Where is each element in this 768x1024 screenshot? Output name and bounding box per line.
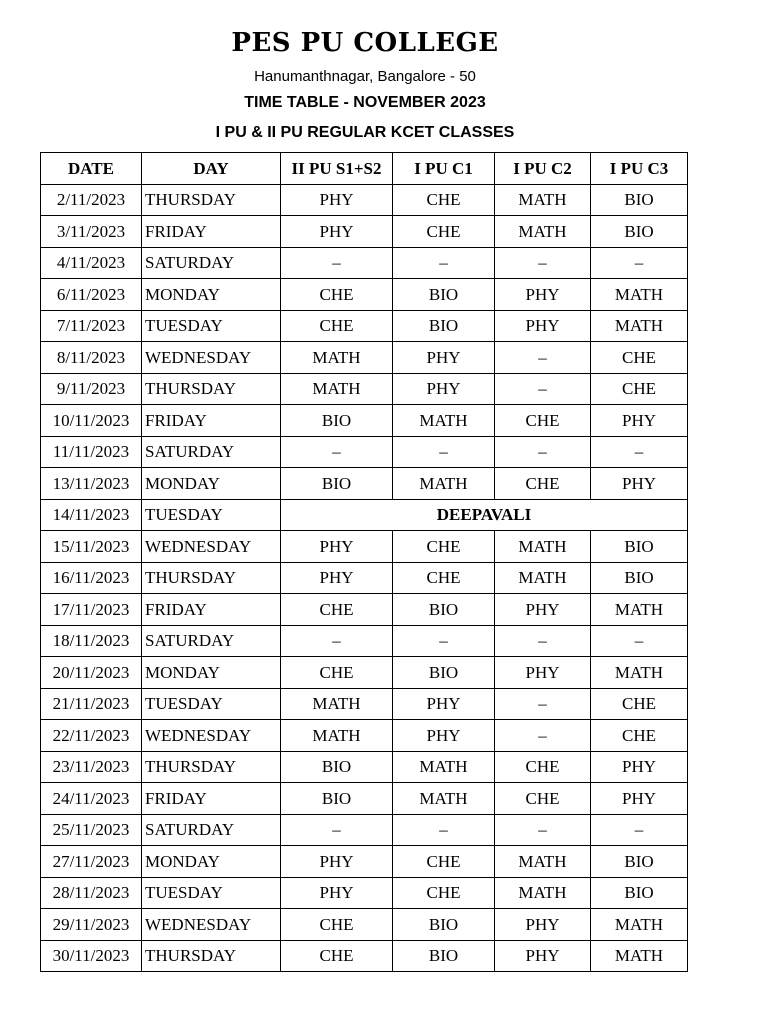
cell-i-pu-c3: BIO (591, 562, 688, 594)
table-row (41, 562, 688, 594)
timetable (40, 152, 688, 972)
cell-i-pu-c3: MATH (591, 279, 688, 311)
cell-day: THURSDAY (142, 562, 281, 594)
table-row (41, 405, 688, 437)
cell-i-pu-c1: BIO (393, 940, 495, 972)
table-row (41, 657, 688, 689)
cell-date: 29/11/2023 (41, 909, 142, 941)
column-header-date: DATE (41, 153, 142, 185)
cell-ii-pu-s1-s2: BIO (281, 783, 393, 815)
cell-day: MONDAY (142, 657, 281, 689)
cell-day: SATURDAY (142, 247, 281, 279)
cell-i-pu-c1: – (393, 625, 495, 657)
cell-i-pu-c3: BIO (591, 216, 688, 248)
cell-i-pu-c3: BIO (591, 846, 688, 878)
college-name: PES PU COLLEGE (231, 28, 499, 58)
cell-i-pu-c3: – (591, 814, 688, 846)
cell-i-pu-c2: – (495, 625, 591, 657)
cell-i-pu-c1: CHE (393, 216, 495, 248)
cell-day: MONDAY (142, 279, 281, 311)
cell-i-pu-c3: CHE (591, 373, 688, 405)
cell-i-pu-c1: PHY (393, 688, 495, 720)
cell-ii-pu-s1-s2: – (281, 814, 393, 846)
cell-ii-pu-s1-s2: CHE (281, 940, 393, 972)
cell-date: 25/11/2023 (41, 814, 142, 846)
cell-ii-pu-s1-s2: MATH (281, 342, 393, 374)
table-row (41, 247, 688, 279)
cell-i-pu-c1: BIO (393, 310, 495, 342)
cell-ii-pu-s1-s2: MATH (281, 688, 393, 720)
cell-i-pu-c1: PHY (393, 720, 495, 752)
cell-date: 6/11/2023 (41, 279, 142, 311)
cell-i-pu-c1: MATH (393, 783, 495, 815)
cell-i-pu-c1: BIO (393, 909, 495, 941)
table-row (41, 877, 688, 909)
cell-ii-pu-s1-s2: MATH (281, 373, 393, 405)
cell-date: 13/11/2023 (41, 468, 142, 500)
cell-day: WEDNESDAY (142, 909, 281, 941)
cell-day: SATURDAY (142, 625, 281, 657)
cell-date: 30/11/2023 (41, 940, 142, 972)
cell-day: TUESDAY (142, 688, 281, 720)
table-row (41, 531, 688, 563)
cell-i-pu-c3: MATH (591, 310, 688, 342)
cell-ii-pu-s1-s2: CHE (281, 310, 393, 342)
cell-i-pu-c1: BIO (393, 657, 495, 689)
cell-ii-pu-s1-s2: – (281, 247, 393, 279)
cell-day: SATURDAY (142, 436, 281, 468)
cell-ii-pu-s1-s2: CHE (281, 594, 393, 626)
cell-i-pu-c3: CHE (591, 342, 688, 374)
cell-date: 11/11/2023 (41, 436, 142, 468)
cell-day: TUESDAY (142, 310, 281, 342)
table-row (41, 783, 688, 815)
cell-i-pu-c2: MATH (495, 184, 591, 216)
cell-ii-pu-s1-s2: BIO (281, 751, 393, 783)
cell-i-pu-c2: – (495, 373, 591, 405)
cell-i-pu-c2: – (495, 436, 591, 468)
cell-date: 18/11/2023 (41, 625, 142, 657)
cell-i-pu-c2: MATH (495, 877, 591, 909)
cell-day: FRIDAY (142, 216, 281, 248)
cell-date: 28/11/2023 (41, 877, 142, 909)
cell-date: 16/11/2023 (41, 562, 142, 594)
timetable-title: TIME TABLE - NOVEMBER 2023 (244, 94, 486, 111)
cell-i-pu-c2: MATH (495, 562, 591, 594)
cell-date: 22/11/2023 (41, 720, 142, 752)
cell-day: MONDAY (142, 468, 281, 500)
timetable-subtitle: I PU & II PU REGULAR KCET CLASSES (215, 124, 515, 141)
cell-i-pu-c3: PHY (591, 405, 688, 437)
cell-date: 4/11/2023 (41, 247, 142, 279)
table-row (41, 184, 688, 216)
column-header-ii-pu-s1-s2: II PU S1+S2 (281, 153, 393, 185)
table-row (41, 310, 688, 342)
column-header-day: DAY (142, 153, 281, 185)
cell-ii-pu-s1-s2: – (281, 625, 393, 657)
cell-ii-pu-s1-s2: PHY (281, 216, 393, 248)
cell-i-pu-c2: CHE (495, 751, 591, 783)
cell-i-pu-c1: – (393, 247, 495, 279)
cell-i-pu-c1: PHY (393, 342, 495, 374)
cell-i-pu-c2: PHY (495, 594, 591, 626)
cell-day: FRIDAY (142, 405, 281, 437)
table-row (41, 688, 688, 720)
cell-ii-pu-s1-s2: PHY (281, 846, 393, 878)
cell-day: THURSDAY (142, 184, 281, 216)
table-row (41, 814, 688, 846)
cell-date: 7/11/2023 (41, 310, 142, 342)
cell-i-pu-c3: MATH (591, 940, 688, 972)
cell-i-pu-c2: – (495, 814, 591, 846)
cell-day: SATURDAY (142, 814, 281, 846)
cell-i-pu-c2: CHE (495, 468, 591, 500)
table-row (41, 940, 688, 972)
cell-i-pu-c3: MATH (591, 657, 688, 689)
cell-i-pu-c2: PHY (495, 657, 591, 689)
cell-i-pu-c1: PHY (393, 373, 495, 405)
cell-i-pu-c2: MATH (495, 216, 591, 248)
cell-day: WEDNESDAY (142, 720, 281, 752)
table-row (41, 373, 688, 405)
cell-i-pu-c2: MATH (495, 846, 591, 878)
cell-date: 9/11/2023 (41, 373, 142, 405)
cell-date: 23/11/2023 (41, 751, 142, 783)
cell-date: 17/11/2023 (41, 594, 142, 626)
cell-date: 8/11/2023 (41, 342, 142, 374)
cell-i-pu-c2: – (495, 688, 591, 720)
cell-day: THURSDAY (142, 373, 281, 405)
cell-ii-pu-s1-s2: PHY (281, 531, 393, 563)
cell-i-pu-c3: PHY (591, 468, 688, 500)
cell-i-pu-c2: CHE (495, 405, 591, 437)
column-header-i-pu-c3: I PU C3 (591, 153, 688, 185)
cell-day: TUESDAY (142, 877, 281, 909)
table-row (41, 594, 688, 626)
cell-i-pu-c2: MATH (495, 531, 591, 563)
cell-i-pu-c1: MATH (393, 405, 495, 437)
column-header-i-pu-c2: I PU C2 (495, 153, 591, 185)
cell-i-pu-c3: MATH (591, 594, 688, 626)
cell-day: THURSDAY (142, 940, 281, 972)
cell-i-pu-c1: CHE (393, 531, 495, 563)
cell-i-pu-c2: – (495, 247, 591, 279)
table-row (41, 499, 688, 531)
cell-i-pu-c3: – (591, 436, 688, 468)
table-row (41, 846, 688, 878)
cell-ii-pu-s1-s2: PHY (281, 562, 393, 594)
table-row (41, 468, 688, 500)
cell-date: 24/11/2023 (41, 783, 142, 815)
cell-i-pu-c1: MATH (393, 751, 495, 783)
cell-i-pu-c1: BIO (393, 594, 495, 626)
cell-date: 21/11/2023 (41, 688, 142, 720)
table-row (41, 625, 688, 657)
cell-i-pu-c3: CHE (591, 720, 688, 752)
cell-i-pu-c2: CHE (495, 783, 591, 815)
cell-date: 2/11/2023 (41, 184, 142, 216)
cell-date: 15/11/2023 (41, 531, 142, 563)
cell-i-pu-c3: – (591, 625, 688, 657)
cell-i-pu-c1: CHE (393, 562, 495, 594)
cell-day: WEDNESDAY (142, 531, 281, 563)
cell-day: MONDAY (142, 846, 281, 878)
cell-date: 14/11/2023 (41, 499, 142, 531)
cell-i-pu-c2: PHY (495, 909, 591, 941)
cell-ii-pu-s1-s2: CHE (281, 279, 393, 311)
cell-ii-pu-s1-s2: PHY (281, 184, 393, 216)
table-row (41, 909, 688, 941)
cell-ii-pu-s1-s2: BIO (281, 468, 393, 500)
cell-i-pu-c3: BIO (591, 184, 688, 216)
cell-i-pu-c2: PHY (495, 310, 591, 342)
cell-date: 10/11/2023 (41, 405, 142, 437)
table-row (41, 342, 688, 374)
cell-day: THURSDAY (142, 751, 281, 783)
cell-i-pu-c3: PHY (591, 783, 688, 815)
cell-i-pu-c3: BIO (591, 877, 688, 909)
cell-date: 27/11/2023 (41, 846, 142, 878)
cell-ii-pu-s1-s2: PHY (281, 877, 393, 909)
cell-i-pu-c1: – (393, 814, 495, 846)
cell-day: FRIDAY (142, 594, 281, 626)
college-address: Hanumanthnagar, Bangalore - 50 (254, 68, 476, 85)
cell-i-pu-c2: – (495, 720, 591, 752)
cell-i-pu-c2: – (495, 342, 591, 374)
table-row (41, 216, 688, 248)
cell-i-pu-c3: PHY (591, 751, 688, 783)
cell-i-pu-c3: BIO (591, 531, 688, 563)
header-row (41, 153, 688, 185)
cell-i-pu-c3: MATH (591, 909, 688, 941)
cell-holiday: DEEPAVALI (281, 499, 688, 531)
cell-ii-pu-s1-s2: BIO (281, 405, 393, 437)
cell-ii-pu-s1-s2: MATH (281, 720, 393, 752)
table-row (41, 751, 688, 783)
cell-i-pu-c2: PHY (495, 279, 591, 311)
table-row (41, 720, 688, 752)
cell-ii-pu-s1-s2: – (281, 436, 393, 468)
cell-date: 20/11/2023 (41, 657, 142, 689)
cell-i-pu-c3: – (591, 247, 688, 279)
cell-i-pu-c1: CHE (393, 877, 495, 909)
table-row (41, 279, 688, 311)
cell-ii-pu-s1-s2: CHE (281, 909, 393, 941)
cell-i-pu-c1: CHE (393, 846, 495, 878)
cell-day: FRIDAY (142, 783, 281, 815)
cell-i-pu-c3: CHE (591, 688, 688, 720)
table-row (41, 436, 688, 468)
cell-day: TUESDAY (142, 499, 281, 531)
cell-date: 3/11/2023 (41, 216, 142, 248)
cell-i-pu-c2: PHY (495, 940, 591, 972)
cell-day: WEDNESDAY (142, 342, 281, 374)
cell-i-pu-c1: MATH (393, 468, 495, 500)
cell-ii-pu-s1-s2: CHE (281, 657, 393, 689)
cell-i-pu-c1: BIO (393, 279, 495, 311)
column-header-i-pu-c1: I PU C1 (393, 153, 495, 185)
cell-i-pu-c1: CHE (393, 184, 495, 216)
cell-i-pu-c1: – (393, 436, 495, 468)
